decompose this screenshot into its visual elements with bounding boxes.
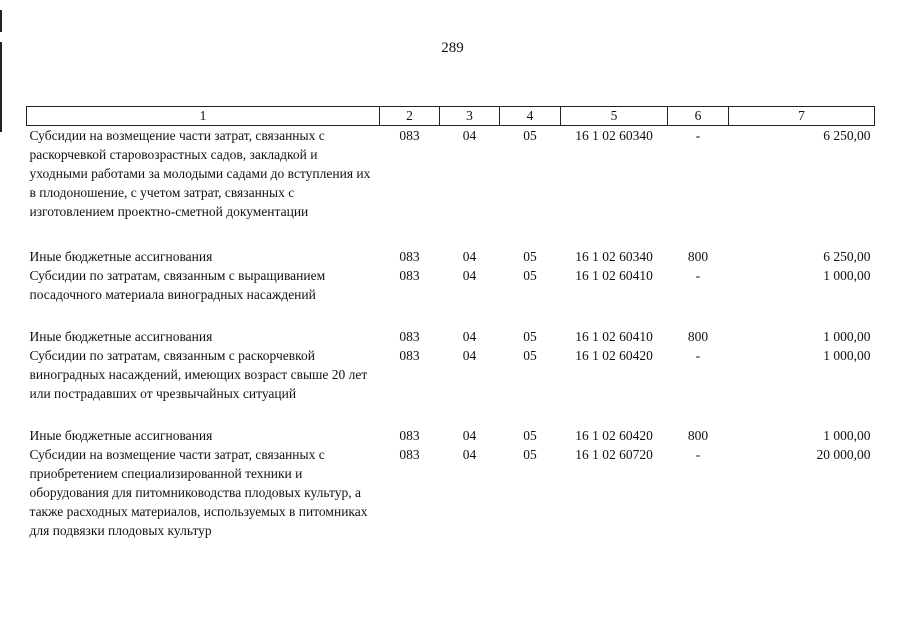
section-code: 04	[462, 427, 477, 443]
amount: 1 000,00	[823, 427, 871, 443]
section-code: 04	[462, 128, 477, 143]
amount: 1 000,00	[823, 267, 871, 283]
table-row	[27, 426, 875, 445]
subsection-code: 05	[523, 267, 537, 283]
amount: 1 000,00	[823, 347, 871, 363]
expense-type-code: -	[695, 267, 701, 283]
column-number: 2	[380, 107, 440, 126]
row-name: Субсидии по затратам, связанным с раскорчевкой виноградных насаждений, имеющих возраст свыше 20 лет или пострадавших от чрезвычайных ситуаций	[29, 347, 368, 401]
table-row	[27, 327, 875, 346]
target-article-code: 16 1 02 60410	[575, 267, 653, 283]
section-code: 04	[462, 328, 477, 344]
row-name: Иные бюджетные ассигнования	[29, 248, 213, 264]
table-row	[27, 266, 875, 327]
expense-type-code: -	[695, 347, 701, 363]
row-name: Субсидии на возмещение части затрат, связанных с приобретением специализированной техники и оборудования для питомниководства плодовых культур, а также расходных материалов, используемых в питомниках для подвязки плодовых культур	[29, 446, 368, 538]
amount: 6 250,00	[823, 248, 871, 264]
table-row	[27, 445, 875, 540]
column-number: 7	[729, 107, 875, 126]
row-name: Субсидии на возмещение части затрат, связанных с раскорчевкой старовозрастных садов, закладкой и уходными работами за молодыми садами до вступления их в плодоношение, с учетом затрат, связанных с изготовлением проектно-сметной документации	[29, 128, 371, 219]
column-number: 5	[561, 107, 668, 126]
target-article-code: 16 1 02 60340	[575, 248, 653, 264]
column-number: 4	[500, 107, 561, 126]
subsection-code: 05	[523, 347, 537, 363]
subsection-code: 05	[523, 427, 537, 443]
target-article-code: 16 1 02 60420	[575, 347, 653, 363]
target-article-code: 16 1 02 60720	[575, 446, 653, 462]
expense-type-code: 800	[687, 248, 709, 264]
page-number: 289	[441, 40, 464, 56]
target-article-code: 16 1 02 60340	[575, 128, 653, 143]
target-article-code: 16 1 02 60410	[575, 328, 653, 344]
row-name: Субсидии по затратам, связанным с выращиванием посадочного материала виноградных насаждений	[29, 267, 326, 302]
budget-table	[26, 106, 875, 540]
left-margin-rule	[0, 10, 2, 32]
table-row	[27, 247, 875, 266]
row-name: Иные бюджетные ассигнования	[29, 328, 213, 344]
subsection-code: 05	[523, 446, 537, 462]
ministry-code: 083	[399, 248, 420, 264]
column-number: 3	[440, 107, 500, 126]
column-number: 6	[668, 107, 729, 126]
ministry-code: 083	[399, 427, 420, 443]
subsection-code: 05	[523, 248, 537, 264]
subsection-code: 05	[523, 328, 537, 344]
ministry-code: 083	[399, 347, 420, 363]
section-code: 04	[462, 248, 477, 264]
column-number-row	[27, 107, 875, 126]
section-code: 04	[462, 267, 477, 283]
ministry-code: 083	[399, 446, 420, 462]
expense-type-code: -	[695, 446, 701, 462]
ministry-code: 083	[399, 267, 420, 283]
amount: 1 000,00	[823, 328, 871, 344]
table-row	[27, 346, 875, 426]
subsection-code: 05	[523, 128, 537, 143]
section-code: 04	[462, 446, 477, 462]
amount: 20 000,00	[816, 446, 871, 462]
expense-type-code: -	[695, 128, 701, 143]
expense-type-code: 800	[687, 427, 709, 443]
column-number: 1	[27, 107, 380, 126]
section-code: 04	[462, 347, 477, 363]
ministry-code: 083	[399, 128, 420, 143]
expense-type-code: 800	[687, 328, 709, 344]
amount: 6 250,00	[823, 128, 871, 143]
table-row	[27, 126, 875, 247]
ministry-code: 083	[399, 328, 420, 344]
row-name: Иные бюджетные ассигнования	[29, 427, 213, 443]
target-article-code: 16 1 02 60420	[575, 427, 653, 443]
